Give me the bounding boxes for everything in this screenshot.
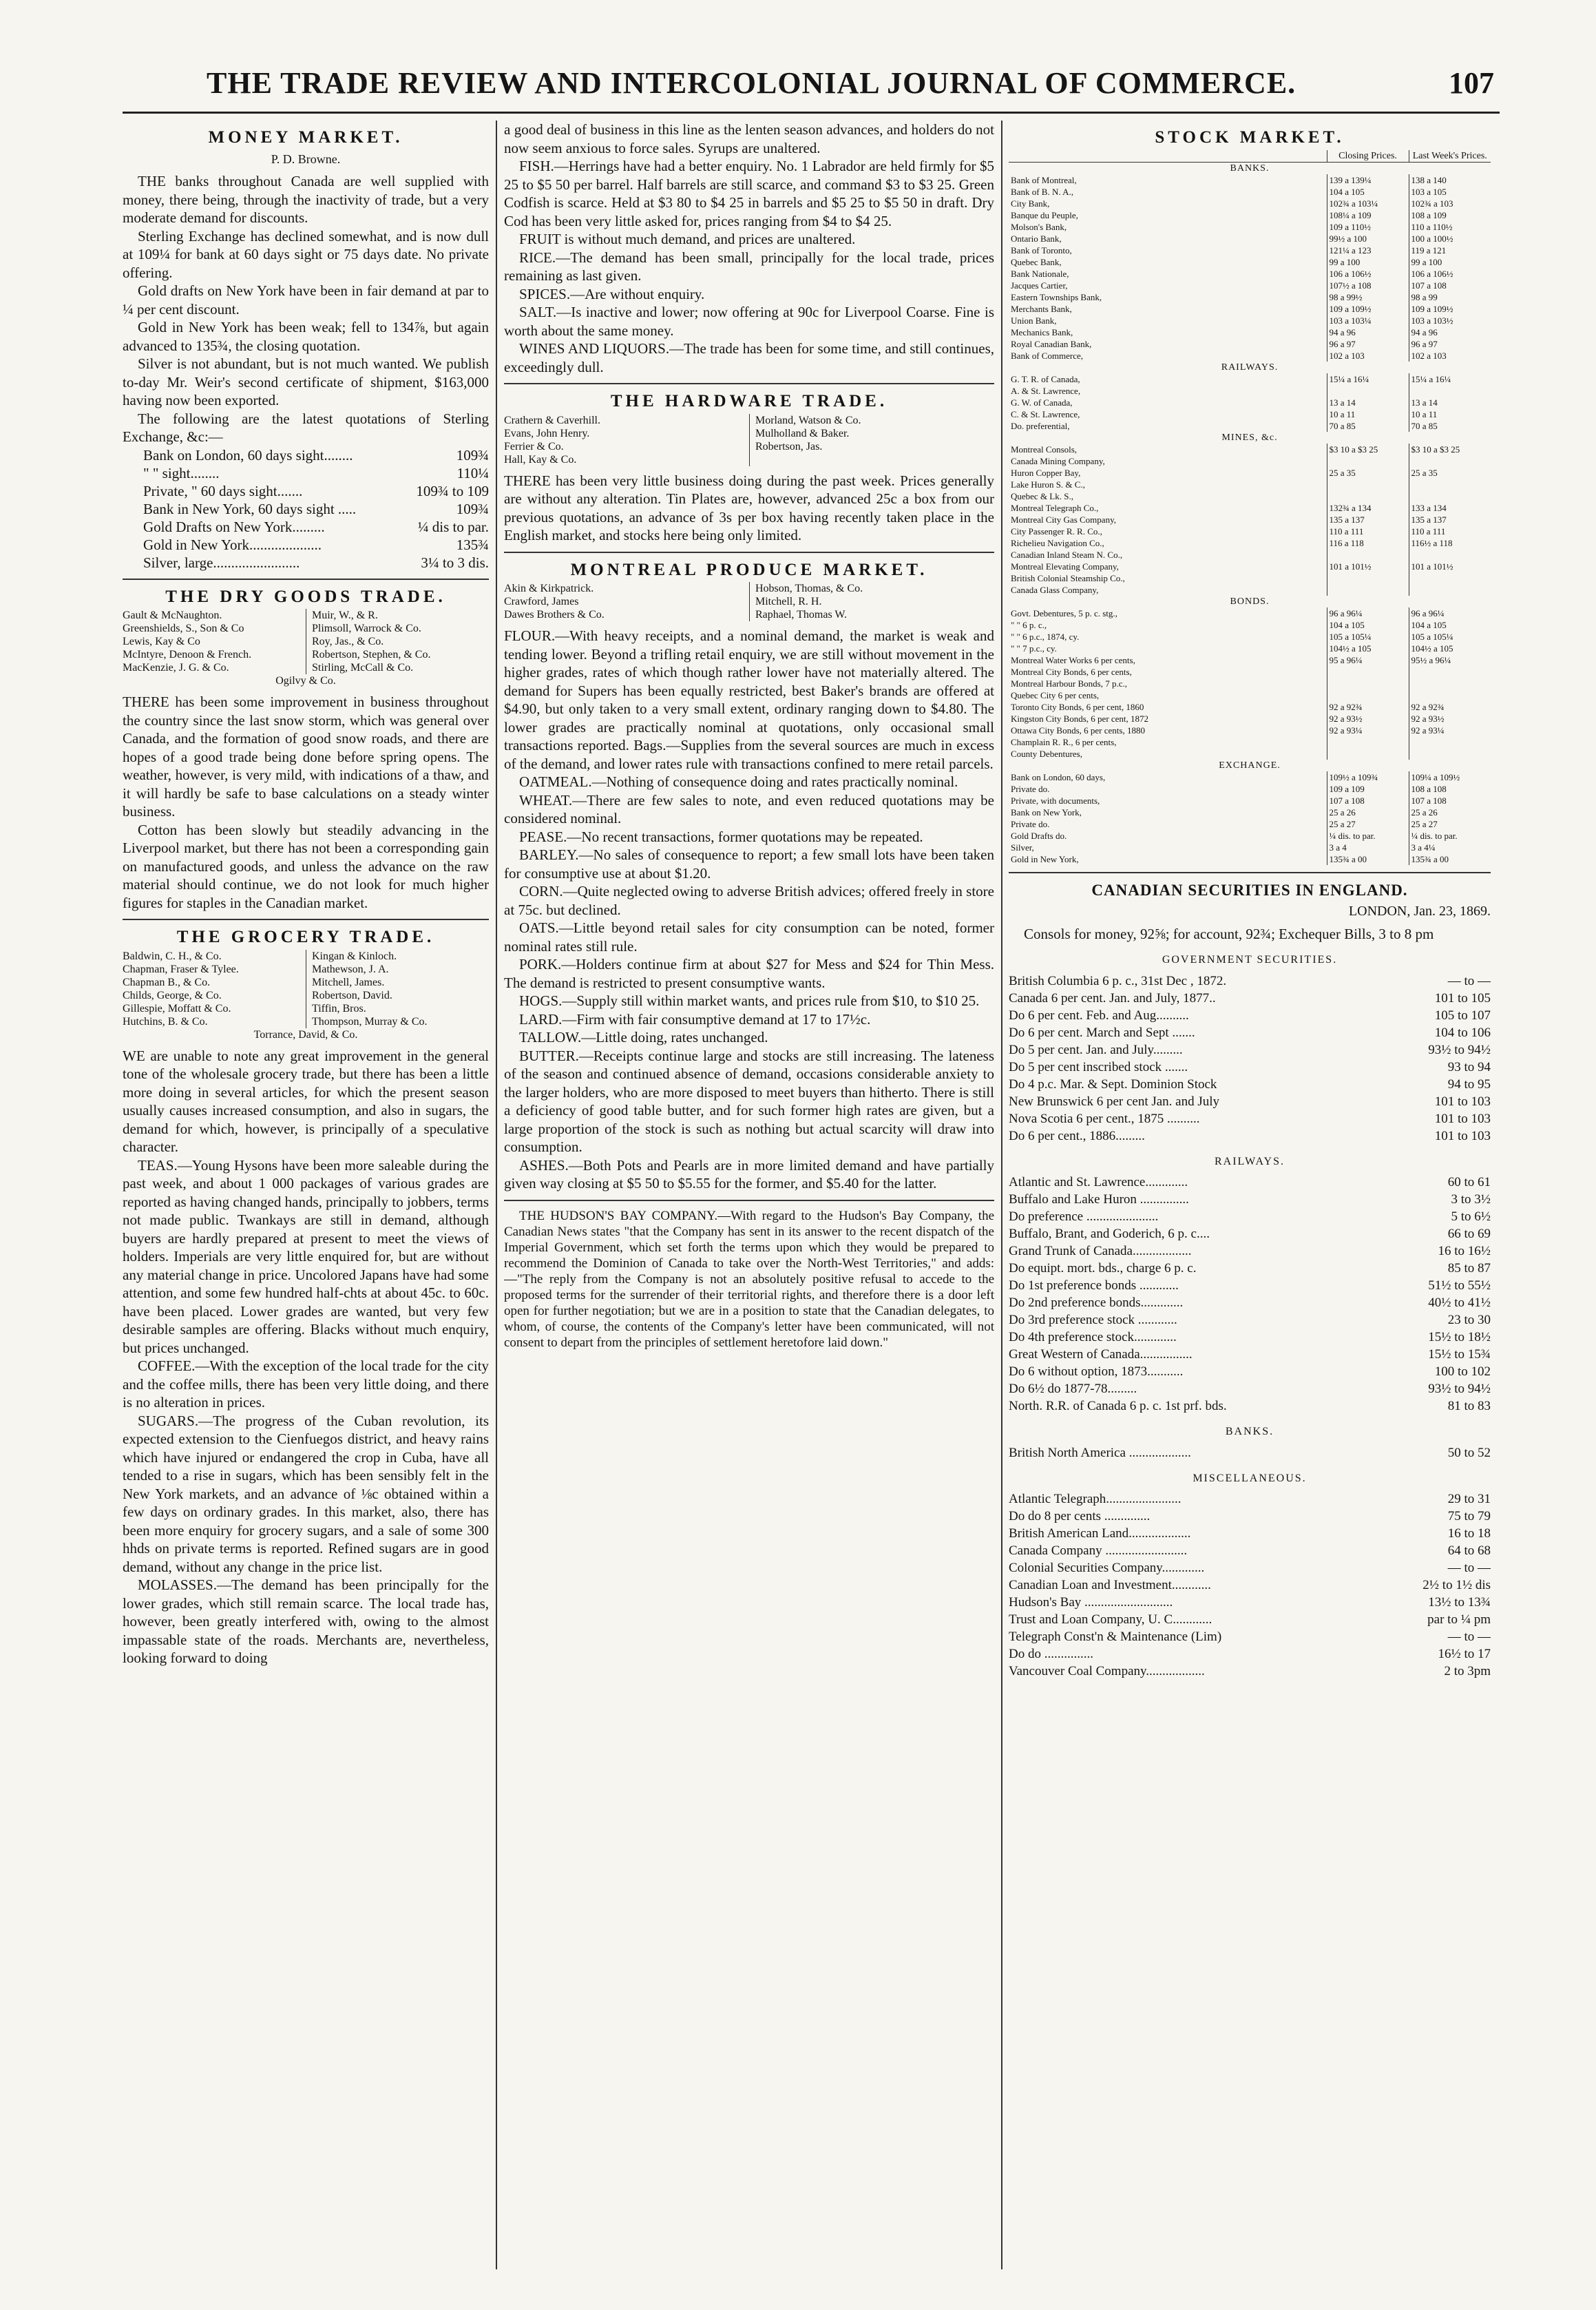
money-p5: Silver is not abundant, but is not much wanted. We publish to-day Mr. Weir's second certificate of shipment, $163,000 having now been exported. [123,355,489,408]
stock-row: Toronto City Bonds, 6 per cent, 1860 92 a 92¾ 92 a 92¾ [1009,701,1491,713]
stock-row: Huron Copper Bay, 25 a 35 25 a 35 [1009,467,1491,479]
security-row: Atlantic Telegraph....................... 29 to 31 [1009,1492,1491,1506]
stock-row: Molson's Bank, 109 a 110½ 110 a 110½ [1009,221,1491,233]
hudsons-bay-article: THE HUDSON'S BAY COMPANY.—With regard to the Hudson's Bay Company, the Canadian News states "that the Company has sent in its answer to the recent dispatch of the Imperial Government, which set forth the terms upon which they would be prepared to recommend the Dominion of Canada to take over the North-West Territories," and adds:—"The reply from the Company is not an absolutely positive refusal to accede to the proposed terms for the surrender of their territorial rights, and therefore there is a door left open for further negotiation; but we are in a position to state that the Canadian delegates, to whom, of course, the contents of the Company's letter have been communicated, will not consent to depart from the principles of settlement heretofore laid down." [504,1208,994,1350]
security-row: Do do 8 per cents .............. 75 to 79 [1009,1509,1491,1523]
railways-heading: RAILWAYS. [1214,1155,1285,1167]
stock-row: Canada Mining Company, [1009,455,1491,467]
gov-securities-heading: GOVERNMENT SECURITIES. [1162,954,1338,966]
stock-row: Private, with documents, 107 a 108 107 a 108 [1009,795,1491,807]
security-row: British Columbia 6 p. c., 31st Dec , 1872. — to — [1009,973,1491,988]
security-row: Do 6 per cent. Feb. and Aug.......... 105 to 107 [1009,1008,1491,1023]
rate-row: Bank on London, 60 days sight........ 109¾ [143,446,489,464]
produce-heading: MONTREAL PRODUCE MARKET. [570,560,928,579]
stock-table [1009,150,1491,865]
stock-row: Do. preferential, 70 a 85 70 a 85 [1009,420,1491,432]
security-row: Buffalo and Lake Huron ............... 3 to 3½ [1009,1192,1491,1207]
security-row: Do equipt. mort. bds., charge 6 p. c. 85 to 87 [1009,1261,1491,1276]
security-row: Vancouver Coal Company.................. 2 to 3pm [1009,1664,1491,1678]
column-2 [504,121,994,1351]
stock-row: Montreal Telegraph Co., 132¾ a 134 133 a 134 [1009,502,1491,514]
produce-butter: BUTTER.—Receipts continue large and stocks are still increasing. The lateness of the season and continued absence of demand, occasions considerable anxiety to the larger holders, who are more disposed to meet buyers than hitherto. There is still a deficiency of good table butter, and for such former high rates are given, but a large proportion of the stock is such as nothing but actual scarcity will draw into consumption. [504,1047,994,1155]
security-row: Canada Company ......................... 64 to 68 [1009,1543,1491,1558]
stock-row: Ontario Bank, 99½ a 100 100 a 100½ [1009,233,1491,244]
stock-row: Montreal Consols, $3 10 a $3 25 $3 10 a $3 25 [1009,444,1491,455]
stock-row: Private do. 109 a 109 108 a 108 [1009,783,1491,795]
stock-row: Quebec Bank, 99 a 100 99 a 100 [1009,256,1491,268]
dry-goods-p1: THERE has been some improvement in business throughout the country since the last snow storm, which was general over Canada, and the formation of good snow roads, and there are hopes of a good trade being done before spring opens. The weather, however, is very mild, with indications of a thaw, and it will hardly be safe to base calculations on a steady winter business. [123,694,489,820]
section-rule [1009,872,1491,873]
security-row: Do preference ...................... 5 to 6½ [1009,1209,1491,1224]
section-rule [504,552,994,553]
security-row: Do 4th preference stock............. 15½ to 18½ [1009,1330,1491,1344]
stock-section-row: RAILWAYS. [1221,362,1279,373]
produce-salt: SALT.—Is inactive and lower; now offering at 90c for Liverpool Coarse. Fine is worth about the same money. [504,304,994,339]
stock-row: Eastern Townships Bank, 98 a 99½ 98 a 99 [1009,291,1491,303]
stock-row: A. & St. Lawrence, [1009,385,1491,397]
grocery-teas: TEAS.—Young Hysons have been more saleable during the past week, and about 1 000 packages of various grades are reported as having changed hands, principally to jobbers, terms not made public. Twankays are still in demand, although buyers are hardly prepared at present to meet the views of holders. Imperials are very little enquired for, but are without any material change in price. Uncolored Japans have had some attention, and some few hundred half-chts at about 45c. to 60c. have been placed. Lower grades are wanted, but very few desirable samples are offering. Blacks without much enquiry, but prices unchanged. [123,1156,489,1356]
stock-row: Quebec & Lk. S., [1009,490,1491,502]
stock-row: Bank of B. N. A., 104 a 105 103 a 105 [1009,186,1491,198]
stock-row: Private do. 25 a 27 25 a 27 [1009,818,1491,830]
produce-wines: WINES AND LIQUORS.—The trade has been for some time, and still continues, exceedingly dull. [504,340,994,375]
security-row: Grand Trunk of Canada.................. 16 to 16½ [1009,1244,1491,1258]
security-row: Do 6½ do 1877-78......... 93½ to 94½ [1009,1382,1491,1396]
rate-row: " " sight........ 110¼ [143,464,489,481]
dry-goods-heading: THE DRY GOODS TRADE. [165,587,446,606]
security-row: Do 4 p.c. Mar. & Sept. Dominion Stock 94 to 95 [1009,1076,1491,1092]
stock-row: " " 7 p.c., cy. 104½ a 105 104½ a 105 [1009,643,1491,654]
stock-row: Montreal City Bonds, 6 per cents, [1009,666,1491,678]
page-number: 107 [1449,66,1494,100]
stock-row: Gold Drafts do. ¼ dis. to par. ¼ dis. to par. [1009,830,1491,842]
stock-header-row: Closing Prices. Last Week's Prices. [1009,150,1491,163]
stock-row: British Colonial Steamship Co., [1009,572,1491,584]
stock-row: Montreal Elevating Company, 101 a 101½ 101 a 101½ [1009,561,1491,572]
produce-oatmeal: OATMEAL.—Nothing of consequence doing and rates practically nominal. [519,773,958,790]
security-row: Do 6 without option, 1873........... 100 to 102 [1009,1364,1491,1379]
money-p1: THE banks throughout Canada are well supplied with money, there being, through the inactivity of trade, but a very moderate demand for discounts. [123,173,489,226]
stock-row: " " 6 p. c., 104 a 105 104 a 105 [1009,619,1491,631]
produce-fish: FISH.—Herrings have had a better enquiry. No. 1 Labrador are held firmly for $5 25 to $5 50 per barrel. Half barrels are still scarce, and command $3 to $3 25. Green Codfish is scarce. Held at $3 80 to $4 25 in barrels and $5 25 to $5 50 in draft. Dry Cod has been very little asked for, prices ranging from $4 to $4 25. [504,158,994,229]
column-divider [496,121,497,2269]
stock-section-row: MINES, &c. [1221,432,1278,443]
stock-row: Montreal Water Works 6 per cents, 95 a 96¼ 95½ a 96¼ [1009,654,1491,666]
stock-row: Mechanics Bank, 94 a 96 94 a 96 [1009,326,1491,338]
security-row: New Brunswick 6 per cent Jan. and July 101 to 103 [1009,1094,1491,1109]
produce-firms: Akin & Kirkpatrick. Hobson, Thomas, & Co. Crawford, James Mitchell, R. H. Dawes Brothers & Co. Raphael, Thomas W. [504,582,994,621]
grocery-coffee: COFFEE.—With the exception of the local trade for the city and the coffee mills, there has been very little doing, and there is no alteration in prices. [123,1357,489,1411]
produce-tallow: TALLOW.—Little doing, rates unchanged. [519,1029,768,1045]
stock-row: Montreal Harbour Bonds, 7 p.c., [1009,678,1491,689]
security-row: Do 3rd preference stock ............ 23 to 30 [1009,1313,1491,1327]
rate-row: Gold in New York.................... 135¾ [143,536,489,553]
money-market-heading: MONEY MARKET. [208,128,403,147]
grocery-heading: THE GROCERY TRADE. [176,928,435,946]
security-row: Do 6 per cent., 1886......... 101 to 103 [1009,1128,1491,1143]
grocery-firms: Baldwin, C. H., & Co. Kingan & Kinloch. Chapman, Fraser & Tylee. Mathewson, J. A. Chapman B., & Co. Mitchell, James. Childs, George, & Co. Robertson, David. Gillespie, Moffatt & Co. Tiffin, Bros. Hutchins, B. & Co. Thompson, Murray & Co. Torrance, David, & Co. [123,950,489,1041]
money-p3: Gold drafts on New York have been in fair demand at par to ¼ per cent discount. [123,282,489,318]
stock-row: Canada Glass Company, [1009,584,1491,596]
stock-row: Bank Nationale, 106 a 106½ 106 a 106½ [1009,268,1491,280]
security-row: Do do ............... 16½ to 17 [1009,1647,1491,1661]
stock-row: Lake Huron S. & C., [1009,479,1491,490]
stock-row: Canadian Inland Steam N. Co., [1009,549,1491,561]
section-rule [123,579,489,580]
stock-row: Montreal City Gas Company, 135 a 137 135 a 137 [1009,514,1491,526]
produce-fruit: FRUIT is without much demand, and prices are unaltered. [519,231,856,247]
banks-heading: BANKS. [1225,1426,1274,1437]
security-row: Nova Scotia 6 per cent., 1875 .......... 101 to 103 [1009,1111,1491,1126]
security-row: Do 5 per cent inscribed stock ....... 93 to 94 [1009,1059,1491,1074]
security-row: Great Western of Canada................ 15½ to 15¾ [1009,1347,1491,1362]
produce-spices: SPICES.—Are without enquiry. [519,285,705,302]
grocery-sugars: SUGARS.—The progress of the Cuban revolution, its expected extension to the Cienfuegos district, and heavy rains which have injured or endangered the crop in Cuba, have all tended to a rise in sugars, which has been sensibly felt in the New York markets, and an advance of ⅛c obtained within a few days on ordinary grades. In this market, also, there has been more enquiry for grocery sugars, and a sale of some 300 hhds on private terms is reported. Refined sugars are in good demand, without any change in the price list. [123,1412,489,1575]
stock-row: G. T. R. of Canada, 15¼ a 16¼ 15¼ a 16¼ [1009,373,1491,385]
rate-row: Silver, large........................ 3¼ to 3 dis. [143,554,489,571]
produce-pork: PORK.—Holders continue firm at about $27 for Mess and $24 for Thin Mess. The demand is restricted to present consumptive wants. [504,956,994,991]
security-row: Hudson's Bay ........................... 13½ to 13¾ [1009,1595,1491,1610]
stock-row: Bank of Commerce, 102 a 103 102 a 103 [1009,350,1491,362]
stock-row: Banque du Peuple, 108¼ a 109 108 a 109 [1009,209,1491,221]
column-divider [1001,121,1002,2269]
security-row: Do 1st preference bonds ............ 51½ to 55½ [1009,1278,1491,1293]
grocery-continued: a good deal of business in this line as the lenten season advances, and holders do not now seem anxious to force sales. Syrups are unaltered. [504,121,994,156]
produce-hogs: HOGS.—Supply still within market wants, and prices rule from $10, to $10 25. [519,992,980,1009]
produce-barley: BARLEY.—No sales of consequence to report; a few small lots have been taken for consumptive use at about $1.20. [504,846,994,882]
rate-row: Gold Drafts on New York......... ¼ dis to par. [143,518,489,535]
stock-row: " " 6 p.c., 1874, cy. 105 a 105¼ 105 a 105¼ [1009,631,1491,643]
money-p2: Sterling Exchange has declined somewhat, and is now dull at 109¼ for bank at 60 days sight or 75 days date. No private offering. [123,227,489,281]
misc-heading: MISCELLANEOUS. [1193,1472,1307,1484]
produce-pease: PEASE.—No recent transactions, former quotations may be repeated. [519,828,923,845]
security-row: Colonial Securities Company............. — to — [1009,1561,1491,1575]
stock-row: Bank on London, 60 days, 109½ a 109¾ 109¼ a 109½ [1009,771,1491,783]
canadian-securities-heading: CANADIAN SECURITIES IN ENGLAND. [1091,881,1408,899]
gov-securities-list [1009,972,1491,1145]
column-1 [123,121,489,1667]
rate-row: Bank in New York, 60 days sight ..... 109¾ [143,500,489,517]
money-byline: P. D. Browne. [271,152,341,166]
column-3 [1009,121,1491,1680]
hardware-p1: THERE has been very little business doing during the past week. Prices generally are without any alteration. Tin Plates are, however, advanced 25c a box from our previous quotations, an advance of 3s per box having recently taken place in the English market, and stocks here being only limited. [504,472,994,543]
money-p4: Gold in New York has been weak; fell to 134⅞, but again advanced to 135¾, the closing quotation. [123,319,489,354]
stock-row: Gold in New York, 135¾ a 00 135¾ a 00 [1009,853,1491,865]
stock-row: C. & St. Lawrence, 10 a 11 10 a 11 [1009,408,1491,420]
produce-lard: LARD.—Firm with fair consumptive demand at 17 to 17½c. [519,1010,871,1028]
stock-row: Royal Canadian Bank, 96 a 97 96 a 97 [1009,338,1491,350]
stock-section-row: BONDS. [1230,596,1270,607]
stock-row: Bank on New York, 25 a 26 25 a 26 [1009,807,1491,818]
hardware-firms: Crathern & Caverhill. Morland, Watson & Co. Evans, John Henry. Mulholland & Baker. Ferrier & Co. Robertson, Jas. Hall, Kay & Co. [504,414,994,466]
stock-section-row: EXCHANGE. [1219,760,1281,771]
stock-row: City Bank, 102¾ a 103¼ 102¾ a 103 [1009,198,1491,209]
security-row: Telegraph Const'n & Maintenance (Lim) — to — [1009,1630,1491,1644]
produce-oats: OATS.—Little beyond retail sales for city consumption can be noted, former nominal rates still rule. [504,919,994,955]
grocery-molasses: MOLASSES.—The demand has been principally for the lower grades, which still remain scarce. The local trade has, however, been greatly interfered with, owing to the almost impassable state of the roads. Merchants are, nevertheless, looking forward to doing [123,1577,489,1666]
produce-wheat: WHEAT.—There are few sales to note, and even reduced quotations may be considered nominal. [504,791,994,826]
stock-row: County Debentures, [1009,748,1491,760]
stock-row: City Passenger R. R. Co., 110 a 111 110 a 111 [1009,526,1491,537]
rate-row: Private, " 60 days sight....... 109¾ to 109 [143,482,489,499]
railways-list [1009,1174,1491,1415]
stock-row: Champlain R. R., 6 per cents, [1009,736,1491,748]
dateline: LONDON, Jan. 23, 1869. [1348,904,1491,919]
produce-flour: FLOUR.—With heavy receipts, and a nominal demand, the market is weak and tending lower. Beyond a trifling retail enquiry, we are still without movement in the higher grades, rates of which though rather lower have not materially altered. The demand for Supers has been equally restricted, best Baker's brands are offered at $4.90, but only taken to a very small extent, ordinary ranging down to $4.80. The lower grades are practically nominal at quotations, only occasional small transactions reported. Bags.—Supplies from the several sources are much in excess of the demand, and lower rates rule with transactions confined to mere retail parcels. [504,627,994,772]
exchange-rates [123,446,489,572]
stock-row: Quebec City 6 per cents, [1009,689,1491,701]
security-row: British North America ................... 50 to 52 [1009,1445,1491,1460]
security-row: Do 6 per cent. March and Sept ....... 104 to 106 [1009,1025,1491,1040]
stock-row: Bank of Montreal, 139 a 139¼ 138 a 140 [1009,174,1491,186]
security-row: Do 2nd preference bonds............. 40½ to 41½ [1009,1296,1491,1310]
banks-list [1009,1444,1491,1461]
grocery-p1: WE are unable to note any great improvement in the general tone of the wholesale grocery trade, but there has been a little more doing in several articles, for which the present season usually causes increased consumption, and also in sugars, the demand for which, however, is principally of a speculative character. [123,1047,489,1155]
stock-row: G. W. of Canada, 13 a 14 13 a 14 [1009,397,1491,408]
security-row: Canadian Loan and Investment............ 2½ to 1½ dis [1009,1578,1491,1592]
header-rule [123,112,1500,114]
section-rule [504,383,994,384]
security-row: North. R.R. of Canada 6 p. c. 1st prf. bds. 81 to 83 [1009,1399,1491,1413]
journal-title: THE TRADE REVIEW AND INTERCOLONIAL JOURNAL OF COMMERCE. [207,66,1296,100]
hardware-heading: THE HARDWARE TRADE. [610,392,888,410]
stock-row: Ottawa City Bonds, 6 per cents, 1880 92 a 93¼ 92 a 93¼ [1009,725,1491,736]
page-header [207,65,1494,107]
dry-goods-firms: Gault & McNaughton. Muir, W., & R. Greenshields, S., Son & Co Plimsoll, Warrock & Co. Lewis, Kay & Co Roy, Jas., & Co. McIntyre, Denoon & French. Robertson, Stephen, & Co. MacKenzie, J. G. & Co. Stirling, McCall & Co. Ogilvy & Co. [123,609,489,687]
stock-row: Govt. Debentures, 5 p. c. stg., 96 a 96¼ 96 a 96¼ [1009,607,1491,619]
stock-row: Richelieu Navigation Co., 116 a 118 116½ a 118 [1009,537,1491,549]
security-row: Do 5 per cent. Jan. and July......... 93½ to 94½ [1009,1042,1491,1057]
money-p6: The following are the latest quotations of Sterling Exchange, &c:— [123,410,489,445]
security-row: Trust and Loan Company, U. C............ par to ¼ pm [1009,1612,1491,1627]
stock-row: Union Bank, 103 a 103¼ 103 a 103½ [1009,315,1491,326]
stock-row: Silver, 3 a 4 3 a 4¼ [1009,842,1491,853]
section-rule [123,919,489,920]
consols-intro: Consols for money, 92⅝; for account, 92¾; Exchequer Bills, 3 to 8 pm [1024,925,1434,942]
dry-goods-p2: Cotton has been slowly but steadily advancing in the Liverpool market, but there has not been a corresponding gain on manufactured goods, and unless the advance on the raw material should continue, we do not look for much higher figures for staples in the Canadian market. [123,821,489,911]
stock-row: Merchants Bank, 109 a 109½ 109 a 109½ [1009,303,1491,315]
security-row: Atlantic and St. Lawrence............. 60 to 61 [1009,1175,1491,1189]
stock-market-heading: STOCK MARKET. [1155,128,1345,147]
security-row: British American Land................... 16 to 18 [1009,1526,1491,1541]
misc-list [1009,1490,1491,1680]
stock-row: Jacques Cartier, 107½ a 108 107 a 108 [1009,280,1491,291]
produce-corn: CORN.—Quite neglected owing to adverse British advices; offered freely in store at 75c. but declined. [504,883,994,918]
stock-row: Kingston City Bonds, 6 per cent, 1872 92 a 93½ 92 a 93½ [1009,713,1491,725]
stock-section-row: BANKS. [1230,163,1270,174]
produce-ashes: ASHES.—Both Pots and Pearls are in more limited demand and have partially given way closing at $5 50 to $5.55 for the former, and $5.40 for the latter. [504,1156,994,1192]
security-row: Buffalo, Brant, and Goderich, 6 p. c.... 66 to 69 [1009,1227,1491,1241]
produce-rice: RICE.—The demand has been small, principally for the local trade, prices remaining as last given. [504,249,994,284]
stock-row: Bank of Toronto, 121¼ a 123 119 a 121 [1009,244,1491,256]
section-rule [504,1200,994,1201]
security-row: Canada 6 per cent. Jan. and July, 1877.. 101 to 105 [1009,990,1491,1006]
